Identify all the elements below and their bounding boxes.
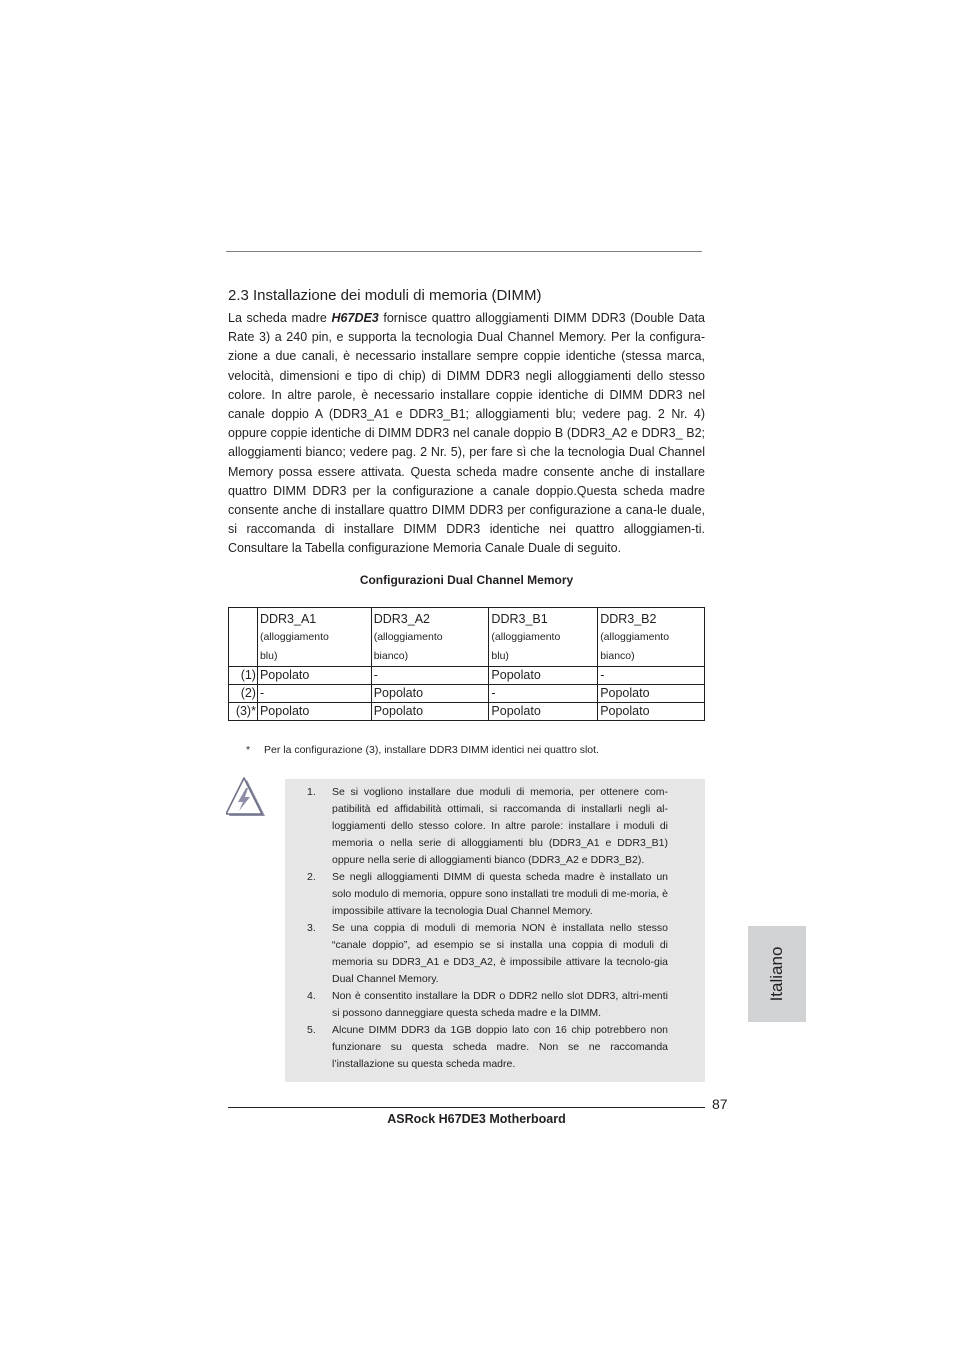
table-cell: Popolato bbox=[257, 703, 371, 721]
row-label: (1) bbox=[229, 667, 258, 685]
intro-text: fornisce quattro alloggiamenti DIMM DDR3 (Double Data Rate 3) a 240 pin, e supporta la tecnologia Dual Channel Memory. Per la configura-zione a due canali, è necessario installare sempre coppie identiche (stessa marca, velocità, dimensioni e tipo di chip) di DIMM DDR3 negli alloggiamenti dello stesso colore. In altre parole, è necessario installare coppie identiche di DIMM DDR3 nel canale doppio A (DDR3_A1 e DDR3_B1; alloggiamenti blu; vedere pag. 2 Nr. 4) oppure coppie identiche di DIMM DDR3 nel canale doppio B (DDR3_A2 e DDR3_ B2; alloggiamenti bianco; vedere pag. 2 Nr. 5), per fare sì che la tecnologia Dual Channel Memory possa essere attivata. Questa scheda madre consente anche di installare quattro DIMM DDR3 per la configurazione a canale doppio.Questa scheda madre consente anche di installare quattro DIMM DDR3 per configurazione a cana-le duale, si raccomanda di installare DIMM DDR3 identiche nei quattro alloggiamen-ti. Consultare la Tabella configurazione Memoria Canale Duale di seguito. bbox=[228, 311, 705, 556]
list-item: 1. Se si vogliono installare due moduli di memoria, per ottenere com-patibilità ed affidabilità ottimali, si raccomanda di installarli negli al-loggiamenti dello stesso colore. In altre parole: installare i moduli di memoria o nella serie di alloggiamenti blu (DDR3_A1 e DDR3_B1) oppure nella serie di alloggiamenti bianco (DDR3_A2 e DDR3_B2). bbox=[307, 786, 668, 866]
table-cell: - bbox=[598, 667, 705, 685]
top-rule bbox=[226, 251, 702, 252]
table-cell: Popolato bbox=[489, 703, 598, 721]
table-row bbox=[229, 685, 705, 703]
list-item: 5. Alcune DIMM DDR3 da 1GB doppio lato con 16 chip potrebbero non funzionare su questa scheda madre. Non se ne raccomanda l’installazione su questa scheda madre. bbox=[307, 1024, 668, 1070]
header-cell-ddr3-b2: DDR3_B2 (alloggiamento bianco) bbox=[598, 608, 705, 667]
header-cell-ddr3-a2: DDR3_A2 (alloggiamento bianco) bbox=[371, 608, 489, 667]
section-heading: 2.3 Installazione dei moduli di memoria (DIMM) bbox=[228, 287, 542, 304]
row-label: (2) bbox=[229, 685, 258, 703]
warning-icon-graphic bbox=[226, 776, 268, 820]
header-empty-cell bbox=[229, 608, 258, 667]
table-cell: - bbox=[371, 667, 489, 685]
table-row bbox=[229, 667, 705, 685]
footnote-mark: * bbox=[246, 744, 251, 756]
language-tab-label: Italiano bbox=[767, 946, 786, 1002]
intro-paragraph bbox=[228, 309, 705, 559]
table-cell: - bbox=[489, 685, 598, 703]
notes-list bbox=[307, 784, 668, 1073]
page-number: 87 bbox=[712, 1096, 728, 1112]
intro-pre: La scheda madre bbox=[228, 311, 332, 325]
row-label: (3)* bbox=[229, 703, 258, 721]
warning-triangle-lightning-icon bbox=[226, 776, 268, 820]
model-name: H67DE3 bbox=[331, 311, 379, 325]
footnote-text: Per la configurazione (3), installare DDR3 DIMM identici nei quattro slot. bbox=[264, 744, 599, 756]
list-item: 4. Non è consentito installare la DDR o DDR2 nello slot DDR3, altri-menti si possono danneggiare questa scheda madre e la DIMM. bbox=[307, 990, 668, 1019]
table-cell: - bbox=[257, 685, 371, 703]
header-cell-ddr3-b1: DDR3_B1 (alloggiamento blu) bbox=[489, 608, 598, 667]
notes-box bbox=[285, 779, 705, 1082]
list-item: 2. Se negli alloggiamenti DIMM di questa scheda madre è installato un solo modulo di memoria, oppure sono installati tre moduli di me-moria, è impossibile attivare la tecnologia Dual Channel Memory. bbox=[307, 871, 668, 917]
list-item: 3. Se una coppia di moduli di memoria NON è installata nello stesso “canale doppio”, ad esempio se si installa una coppia di moduli di memoria su DDR3_A1 e DD3_A2, è impossibile attivare la tecnolo-gia Dual Channel Memory. bbox=[307, 922, 668, 985]
dual-channel-table bbox=[228, 607, 705, 721]
table-cell: Popolato bbox=[489, 667, 598, 685]
table-cell: Popolato bbox=[371, 703, 489, 721]
language-tab bbox=[748, 926, 806, 1022]
table-header-row bbox=[229, 608, 705, 667]
table-cell: Popolato bbox=[598, 685, 705, 703]
table-cell: Popolato bbox=[371, 685, 489, 703]
table-cell: Popolato bbox=[598, 703, 705, 721]
bottom-rule bbox=[228, 1107, 705, 1108]
table-title: Configurazioni Dual Channel Memory bbox=[359, 573, 574, 587]
footer-text: ASRock H67DE3 Motherboard bbox=[387, 1112, 566, 1126]
table-cell: Popolato bbox=[257, 667, 371, 685]
table-row bbox=[229, 703, 705, 721]
header-cell-ddr3-a1: DDR3_A1 (alloggiamento blu) bbox=[257, 608, 371, 667]
table-footnote bbox=[246, 744, 599, 756]
